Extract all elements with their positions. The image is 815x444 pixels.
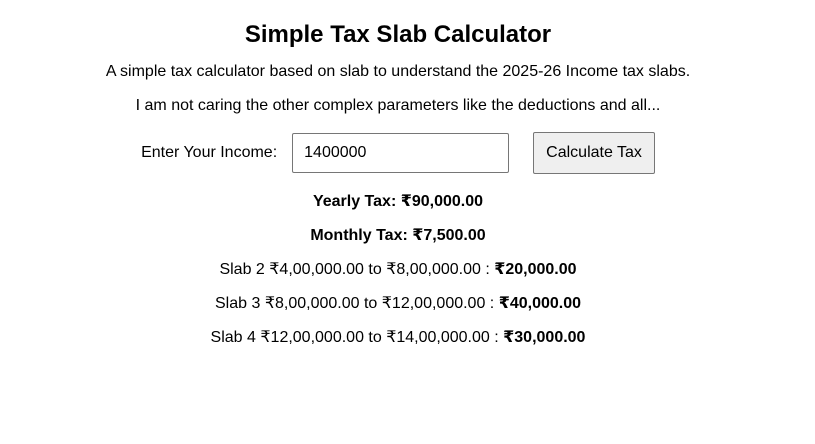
- monthly-tax-label: Monthly Tax:: [310, 227, 413, 244]
- slab-tax-value: ₹20,000.00: [494, 261, 577, 278]
- slab-range: Slab 4 ₹12,00,000.00 to ₹14,00,000.00 :: [210, 329, 504, 346]
- income-form: [0, 132, 796, 174]
- calculate-tax-button[interactable]: Calculate Tax: [533, 132, 655, 174]
- income-label: Enter Your Income:: [141, 144, 278, 161]
- monthly-tax-line: [0, 226, 796, 246]
- yearly-tax-label: Yearly Tax:: [312, 193, 401, 210]
- slab-tax-value: ₹40,000.00: [498, 295, 581, 312]
- yearly-tax-value: ₹90,000.00: [400, 193, 484, 210]
- slab-range: Slab 2 ₹4,00,000.00 to ₹8,00,000.00 :: [219, 261, 495, 278]
- page-note: I am not caring the other complex parameters like the deductions and all...: [135, 97, 661, 114]
- yearly-tax-line: [0, 192, 796, 212]
- slab-line: [0, 328, 796, 348]
- results-section: [0, 192, 796, 348]
- page-description: A simple tax calculator based on slab to understand the 2025-26 Income tax slabs.: [105, 63, 691, 80]
- income-input[interactable]: [292, 133, 509, 173]
- slab-tax-value: ₹30,000.00: [503, 329, 586, 346]
- monthly-tax-value: ₹7,500.00: [412, 227, 486, 244]
- slab-range: Slab 3 ₹8,00,000.00 to ₹12,00,000.00 :: [215, 295, 499, 312]
- slab-line: [0, 260, 796, 280]
- page-title: Simple Tax Slab Calculator: [244, 21, 552, 48]
- slab-line: [0, 294, 796, 314]
